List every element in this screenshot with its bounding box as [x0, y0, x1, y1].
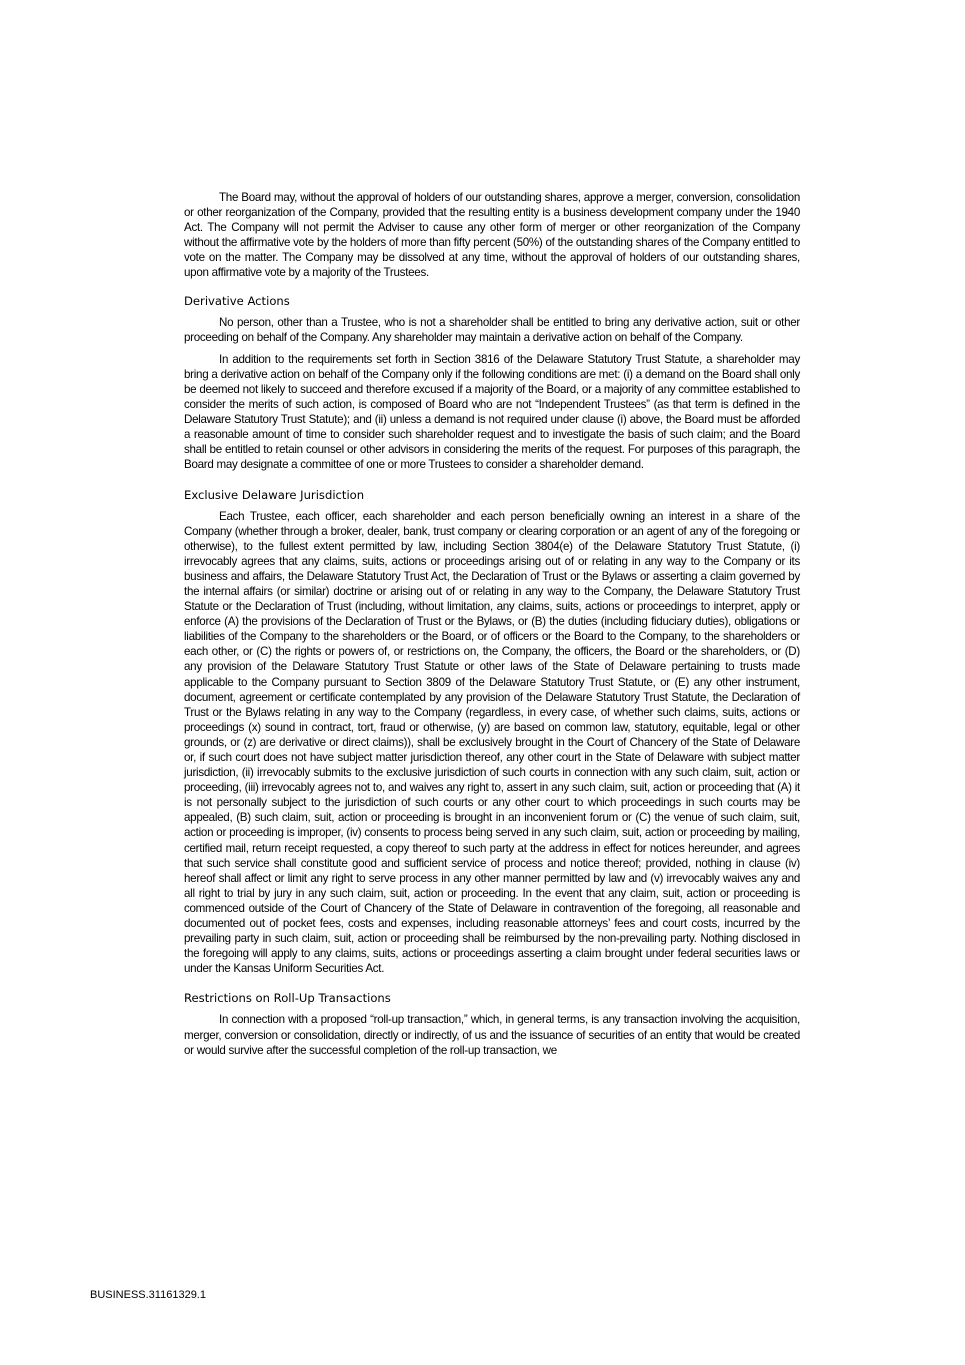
document-body: [184, 190, 800, 1065]
document-footer-id: BUSINESS.31161329.1: [90, 1289, 206, 1301]
paragraph: In addition to the requirements set forth in Section 3816 of the Delaware Statutory Trust Statute, a shareholder may bring a derivative action on behalf of the Company only if the following conditions are met: (i) a demand on the Board shall only be deemed not likely to succeed and therefore excused if a majority of the Board, or a majority of any committee established to consider the merits of such action, is composed of Board who are not “Independent Trustees” (as that term is defined in the Delaware Statutory Trust Statute); and (ii) unless a demand is not required under clause (i) above, the Board must be afforded a reasonable amount of time to consider such shareholder request and to investigate the basis of such claim; and the Board shall be entitled to retain counsel or other advisors in considering the merits of the request. For purposes of this paragraph, the Board may designate a committee of one or more Trustees to consider a shareholder demand.: [184, 352, 800, 472]
paragraph: The Board may, without the approval of holders of our outstanding shares, approve a merger, conversion, consolidation or other reorganization of the Company, provided that the resulting entity is a business development company under the 1940 Act. The Company will not permit the Adviser to cause any other form of merger or other reorganization of the Company without the affirmative vote by the holders of more than fifty percent (50%) of the outstanding shares of the Company entitled to vote on the matter. The Company may be dissolved at any time, without the approval of holders of our outstanding shares, upon affirmative vote by a majority of the Trustees.: [184, 191, 800, 280]
section-heading-derivative-actions: Derivative Actions: [184, 293, 290, 308]
paragraph: In connection with a proposed “roll-up transaction,” which, in general terms, is any transaction involving the acquisition, merger, conversion or consolidation, directly or indirectly, of us and the issuance of securities of an entity that would be created or would survive after the successful completion of the roll-up transaction, we: [184, 1013, 800, 1057]
section-heading-exclusive-delaware-jurisdiction: Exclusive Delaware Jurisdiction: [184, 487, 365, 502]
paragraph: No person, other than a Trustee, who is not a shareholder shall be entitled to bring any derivative action, suit or other proceeding on behalf of the Company. Any shareholder may maintain a derivative action on behalf of the Company.: [184, 315, 800, 344]
section-heading-roll-up-transactions: Restrictions on Roll-Up Transactions: [184, 991, 391, 1006]
paragraph: Each Trustee, each officer, each shareholder and each person beneficially owning an interest in a share of the Company (whether through a broker, dealer, bank, trust company or clearing corporation or an agent of any of the foregoing or otherwise), to the fullest extent permitted by law, including Section 3804(e) of the Delaware Statutory Trust Statute, (i) irrevocably agrees that any claims, suits, actions or proceedings arising out of or relating in any way to the Company or its business and affairs, the Delaware Statutory Trust Act, the Declaration of Trust or the Bylaws or asserting a claim governed by the internal affairs (or similar) doctrine or arising out of or relating in any way to the Company, the Delaware Statutory Trust Statute or the Declaration of Trust (including, without limitation, any claims, suits, actions or proceedings to interpret, apply or enforce (A) the provisions of the Declaration of Trust or the Bylaws, or (B) the duties (including fiduciary duties), obligations or liabilities of the Company to the shareholders or the Board, or of officers or the Board to the Company, to the shareholders or each other, or (C) the rights or powers of, or restrictions on, the Company, the officers, the Board or the shareholders, or (D) any provision of the Delaware Statutory Trust Statute or other laws of the State of Delaware pertaining to trusts made applicable to the Company pursuant to Section 3809 of the Delaware Statutory Trust Statute, or (E) any other instrument, document, agreement or certificate contemplated by any provision of the Delaware Statutory Trust Statute, the Declaration of Trust or the Bylaws relating in any way to the Company (regardless, in every case, of whether such claims, suits, actions or proceedings (x) sound in contract, tort, fraud or otherwise, (y) are based on common law, statutory, equitable, legal or other grounds, or (z) are derivative or direct claims)), shall be exclusively brought in the Court of Chancery of the State of Delaware or, if such court does not have subject matter jurisdiction thereof, any other court in the State of Delaware with subject matter jurisdiction, (ii) irrevocably submits to the exclusive jurisdiction of such courts in connection with any such claim, suit, action or proceeding, (iii) irrevocably agrees not to, and waives any right to, assert in any such claim, suit, action or proceeding that (A) it is not personally subject to the jurisdiction of such courts or any other court to which proceedings in such courts may be appealed, (B) such claim, suit, action or proceeding is brought in an inconvenient forum or (C) the venue of such claim, suit, action or proceeding is improper, (iv) consents to process being served in any such claim, suit, action or proceeding by mailing, certified mail, return receipt requested, a copy thereof to such party at the address in effect for notices hereunder, and agrees that such service shall constitute good and sufficient service of process and notice thereof; provided, nothing in clause (iv) hereof shall affect or limit any right to serve process in any other manner permitted by law and (v) irrevocably waives any and all right to trial by jury in any such claim, suit, action or proceeding. In the event that any claim, suit, action or proceeding is commenced outside of the Court of Chancery of the State of Delaware in contravention of the foregoing, all reasonable and documented out of pocket fees, costs and expenses, including reasonable attorneys’ fees and court costs, incurred by the prevailing party in such claim, suit, action or proceeding shall be reimbursed by the non-prevailing party. Nothing disclosed in the foregoing will apply to any claims, suits, actions or proceedings asserting a claim brought under federal securities laws or under the Kansas Uniform Securities Act.: [184, 509, 800, 976]
